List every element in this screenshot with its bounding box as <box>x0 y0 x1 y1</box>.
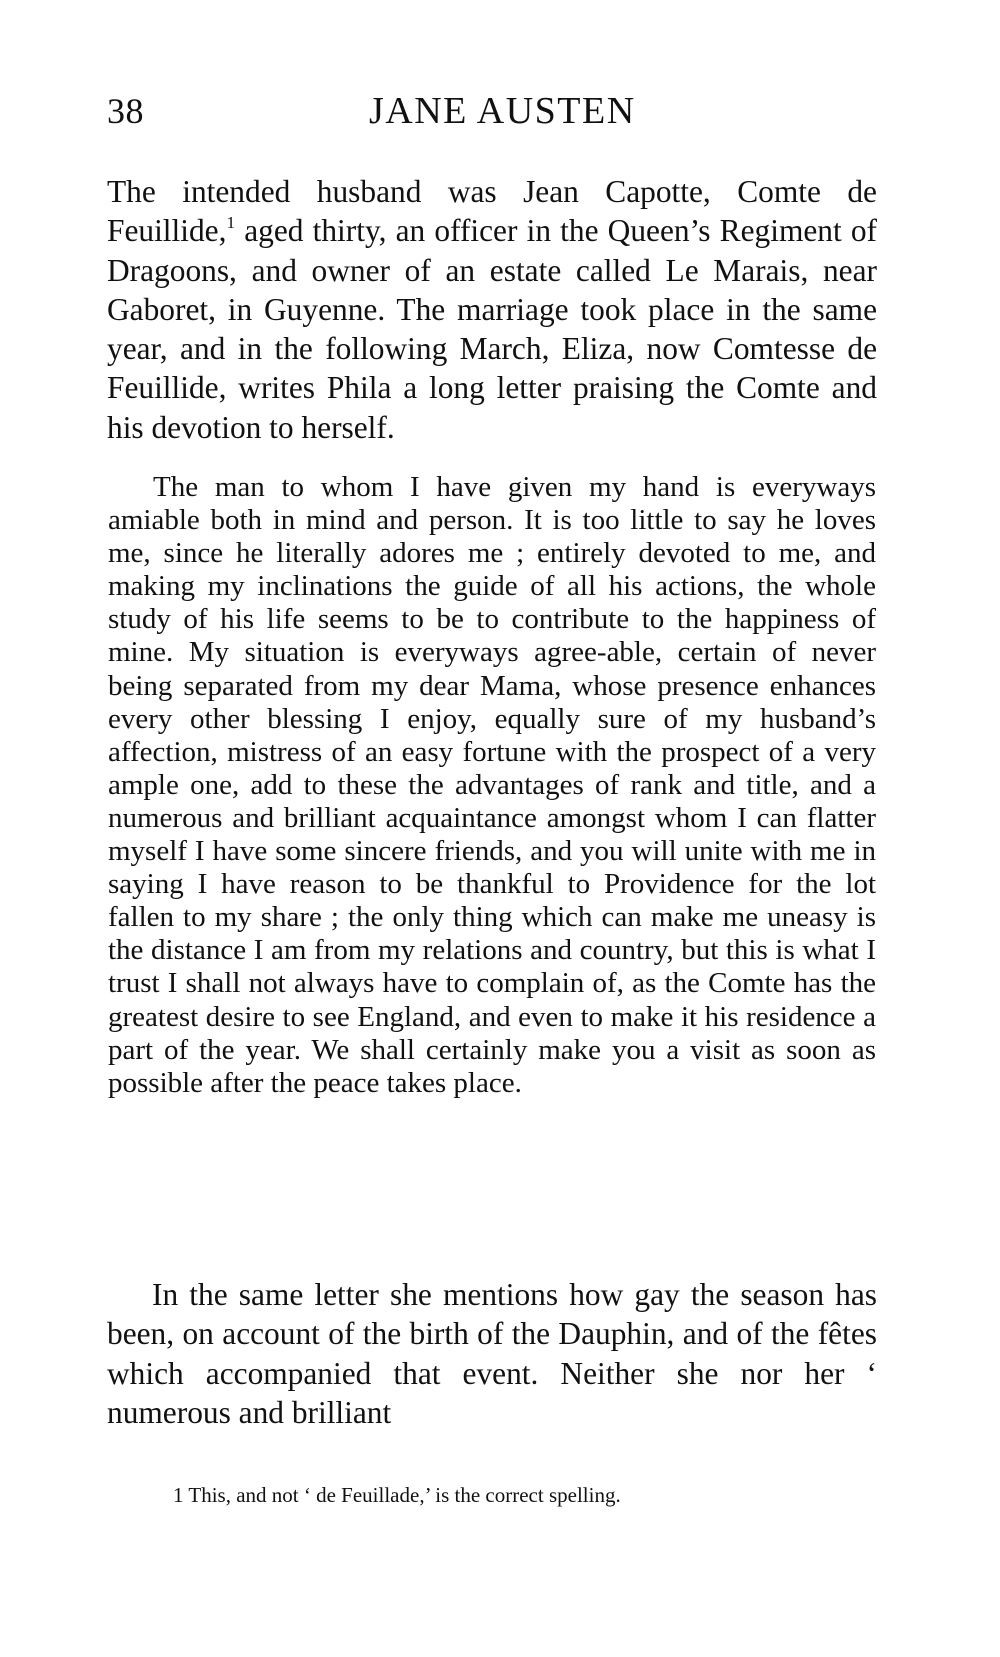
body-paragraph-2: In the same letter she mentions how gay the season has been, on account of the birth of the Dauphin, and of the fêtes which accompanied that event. Neither she nor her ‘ numerous and brilliant <box>107 1277 877 1430</box>
footnote-marker: 1 <box>173 1483 184 1507</box>
paragraph-1-text-before-footnote: The intended husband was Jean Capotte, Comte de Feuillide, <box>107 174 877 249</box>
footnote-text: This, and not ‘ de Feuillade,’ is the correct spelling. <box>183 1483 621 1507</box>
page-number: 38 <box>107 91 144 131</box>
footnote <box>173 1482 893 1508</box>
body-paragraph-1 <box>107 172 877 447</box>
running-title: JANE AUSTEN <box>369 90 636 132</box>
quoted-letter-block: The man to whom I have given my hand is everyways amiable both in mind and person. It is too little to say he loves me, since he literally adores me ; entirely devoted to me, and making my inclinations the guide of all his actions, the whole study of his life seems to be to contribute to the happiness of mine. My situation is everyways agree-able, certain of never being separated from my dear Mama, whose presence enhances every other blessing I enjoy, equally sure of my husband’s affection, mistress of an easy fortune with the prospect of a very ample one, add to these the advantages of rank and title, and a numerous and brilliant acquaintance amongst whom I can flatter myself I have some sincere friends, and you will unite with me in saying I have reason to be thankful to Providence for the lot fallen to my share ; the only thing which can make me uneasy is the distance I am from my relations and country, but this is what I trust I shall not always have to complain of, as the Comte has the greatest desire to see England, and even to make it his residence a part of the year. We shall certainly make you a visit as soon as possible after the peace takes place. <box>108 471 876 1099</box>
footnote-reference-marker: 1 <box>226 213 236 233</box>
page-header <box>107 91 877 141</box>
paragraph-1-text-after-footnote: aged thirty, an officer in the Queen’s Regiment of Dragoons, and owner of an estate called Le Marais, near Gaboret, in Guyenne. The marriage took place in the same year, and in the following March, Eliza, now Comtesse de Feuillide, writes Phila a long letter praising the Comte and his devotion to herself. <box>107 213 877 445</box>
